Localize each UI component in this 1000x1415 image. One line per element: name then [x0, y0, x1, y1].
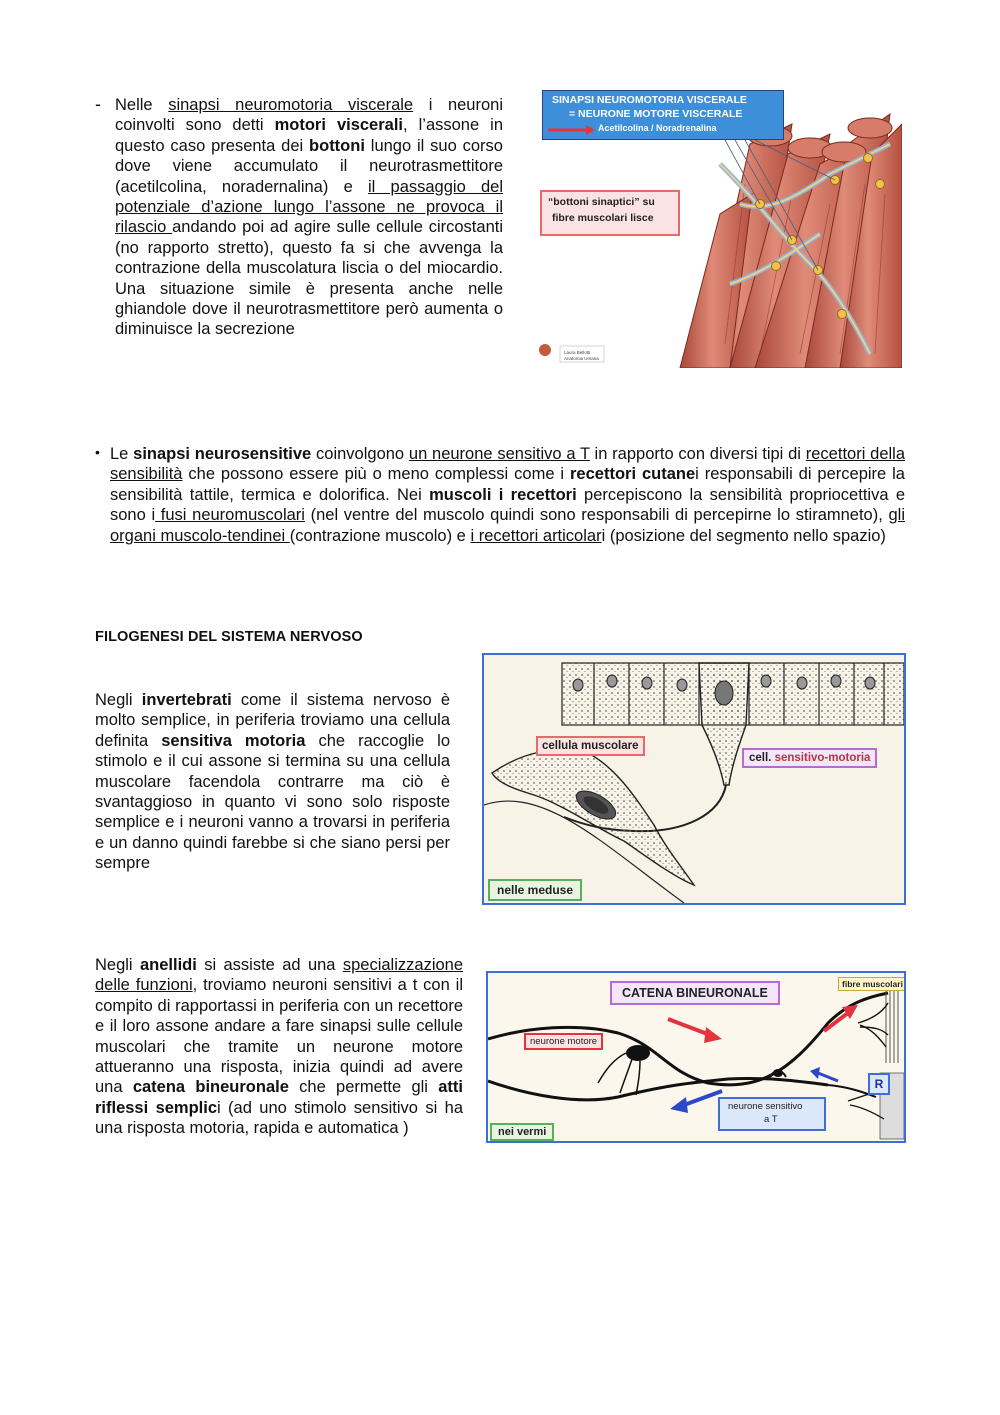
paragraph-invertebrates: Negli invertebrati come il sistema nervoso è molto semplice, in periferia troviamo una cellula definita sensitiva motoria che raccoglie lo stimolo e il cui assone si termina su una cellula muscolare facendola contrarre ma ciò è svantaggioso in quanto vi sono solo risposte semplice e i neuroni vanno a trovarsi in periferia e un danno quindi farebbe si che siano persi per sempre — [95, 691, 451, 873]
label-jellyfish: nelle meduse — [488, 879, 582, 901]
jellyfish-cells-illustration — [484, 655, 904, 903]
label-muscle-cell: cellula muscolare — [536, 736, 645, 756]
red-arrow-icon — [668, 1019, 710, 1035]
label-receptor: R — [868, 1073, 890, 1095]
figure-title-line2: = NEURONE MOTORE VISCERALE — [569, 108, 743, 120]
list-dash: - — [95, 94, 101, 114]
figure-jellyfish — [482, 653, 906, 905]
blue-arrow-icon — [684, 1091, 722, 1105]
figure-legend: Acetilcolina / Noradrenalina — [598, 123, 717, 133]
label-sensory-neuron-line1: neurone sensitivo — [728, 1101, 803, 1112]
figure-title-line1: SINAPSI NEUROMOTORIA VISCERALE — [552, 94, 747, 106]
section-heading: FILOGENESI DEL SISTEMA NERVOSO — [95, 629, 363, 645]
label-worms: nei vermi — [490, 1123, 554, 1141]
credit-line2: Anatomia Umana — [564, 356, 599, 361]
paragraph-visceral-synapse: Nelle sinapsi neuromotoria viscerale i neuroni coinvolti sono detti motori viscerali, l’assone in questo caso presenta dei bottoni lungo il suo corso dove viene accumulato il neurotrasmettitore (acetilcolina, noradernalina) e il passaggio del potenziale d’azione lungo l’assone ne provoca il rilascio andando poi ad agire sulle cellule circostanti (no rapporto stretto), questo fa si che avvenga la contrazione della muscolatura liscia o del miocardio. Una situazione simile è presenta anche nelle ghiandole dove il neurotrasmettitore però aumenta o diminuisce la secrezione — [115, 96, 503, 339]
list-bullet: • — [95, 444, 100, 460]
paragraph-neurosensitive-synapse: Le sinapsi neurosensitive coinvolgono un neurone sensitivo a T in rapporto con diversi tipi di recettori della sensibilità che possono essere più o meno complessi come i recettori cutanei responsabili di percepire la sensibilità tattile, termica e dolorifica. Nei muscoli i recettori percepiscono la sensibilità propriocettiva e sono i fusi neuromuscolari (nel ventre del muscolo quindi sono responsabili di percepirne lo stiramneto), gli organi muscolo-tendinei (contrazione muscolo) e i recettori articolari (posizione del segmento nello spazio) — [110, 445, 906, 545]
logo-icon — [539, 344, 551, 356]
synaptic-buttons-line2: fibre muscolari lisce — [552, 212, 654, 224]
label-chain-title: CATENA BINEURONALE — [610, 981, 780, 1005]
blue-arrow-icon-2 — [818, 1073, 838, 1081]
synaptic-buttons-line1: “bottoni sinaptici” su — [548, 196, 655, 208]
credit-line1: Laura Bellotti — [564, 350, 591, 355]
label-muscle-fibers: fibre muscolari — [838, 977, 906, 991]
figure-bineuronal-chain — [486, 971, 906, 1143]
figure-visceral-synapse — [530, 84, 902, 368]
label-sensory-motor-cell: cell. sensitivo-motoria — [742, 748, 877, 768]
red-arrow-icon — [546, 124, 596, 136]
paragraph-annelids: Negli anellidi si assiste ad una specializzazione delle funzioni, troviamo neuroni sensitivi a t con il compito di rapportassi in periferia con un recettore e il loro assone andare a fare sinapsi sulle cellule muscolari che tramite un neurone motore attueranno una risposta, inizia quindi ad avere una catena bineuronale che permette gli atti riflessi semplici (ad uno stimolo sensitivo si ha una risposta motoria, rapida e automatica ) — [95, 956, 464, 1138]
label-motor-neuron: neurone motore — [524, 1033, 603, 1050]
label-sensory-neuron-line2: a T — [764, 1114, 778, 1125]
